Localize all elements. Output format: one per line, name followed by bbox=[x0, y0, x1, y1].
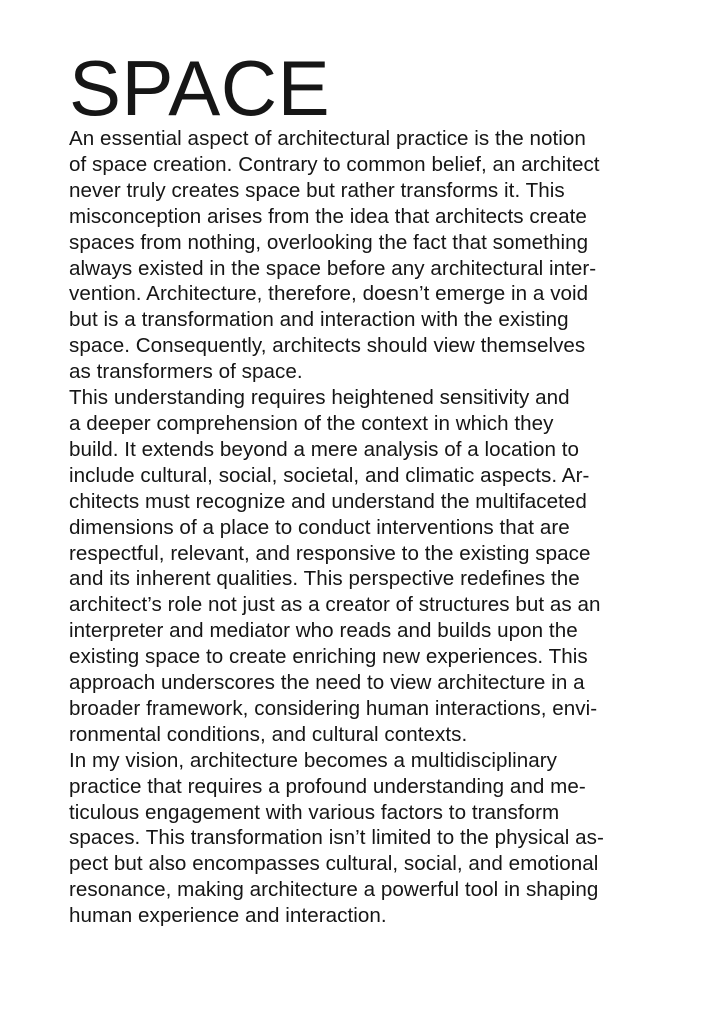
text-line: architect’s role not just as a creator of structures but as an bbox=[69, 593, 601, 617]
text-line: dimensions of a place to conduct interventions that are bbox=[69, 515, 570, 539]
document-page bbox=[69, 44, 689, 929]
text-line: spaces. This transformation isn’t limited to the physical as- bbox=[69, 826, 604, 850]
page-title: SPACE bbox=[69, 44, 331, 132]
text-line: This understanding requires heightened sensitivity and bbox=[69, 386, 570, 410]
text-line: interpreter and mediator who reads and builds upon the bbox=[69, 619, 578, 643]
text-line: approach underscores the need to view architecture in a bbox=[69, 671, 585, 695]
text-line: of space creation. Contrary to common belief, an architect bbox=[69, 152, 600, 176]
text-line: human experience and interaction. bbox=[69, 904, 387, 928]
text-line: practice that requires a profound understanding and me- bbox=[69, 774, 586, 798]
paragraph-2 bbox=[69, 385, 689, 748]
text-line: An essential aspect of architectural practice is the notion bbox=[69, 127, 586, 150]
text-line: build. It extends beyond a mere analysis of a location to bbox=[69, 437, 579, 461]
text-line: resonance, making architecture a powerful tool in shaping bbox=[69, 878, 599, 902]
text-line: broader framework, considering human interactions, envi- bbox=[69, 696, 598, 720]
text-line: always existed in the space before any architectural inter- bbox=[69, 256, 597, 280]
text-line: a deeper comprehension of the context in which they bbox=[69, 411, 554, 435]
text-line: space. Consequently, architects should view themselves bbox=[69, 334, 586, 358]
text-line: misconception arises from the idea that architects create bbox=[69, 204, 587, 228]
paragraph-3 bbox=[69, 748, 689, 929]
text-line: and its inherent qualities. This perspective redefines the bbox=[69, 567, 580, 591]
text-line: In my vision, architecture becomes a multidisciplinary bbox=[69, 748, 557, 772]
text-line: vention. Architecture, therefore, doesn’t emerge in a void bbox=[69, 282, 589, 306]
text-line: existing space to create enriching new experiences. This bbox=[69, 645, 588, 669]
text-line: ronmental conditions, and cultural contexts. bbox=[69, 722, 468, 746]
body-text bbox=[69, 126, 689, 929]
text-line: as transformers of space. bbox=[69, 360, 303, 384]
text-line: spaces from nothing, overlooking the fact that something bbox=[69, 230, 589, 254]
paragraph-1 bbox=[69, 126, 689, 385]
text-line: never truly creates space but rather transforms it. This bbox=[69, 178, 565, 202]
text-line: include cultural, social, societal, and climatic aspects. Ar- bbox=[69, 463, 590, 487]
text-line: respectful, relevant, and responsive to the existing space bbox=[69, 541, 591, 565]
text-line: but is a transformation and interaction with the existing bbox=[69, 308, 569, 332]
text-line: pect but also encompasses cultural, social, and emotional bbox=[69, 852, 599, 876]
text-line: ticulous engagement with various factors to transform bbox=[69, 800, 560, 824]
text-line: chitects must recognize and understand the multifaceted bbox=[69, 489, 587, 513]
